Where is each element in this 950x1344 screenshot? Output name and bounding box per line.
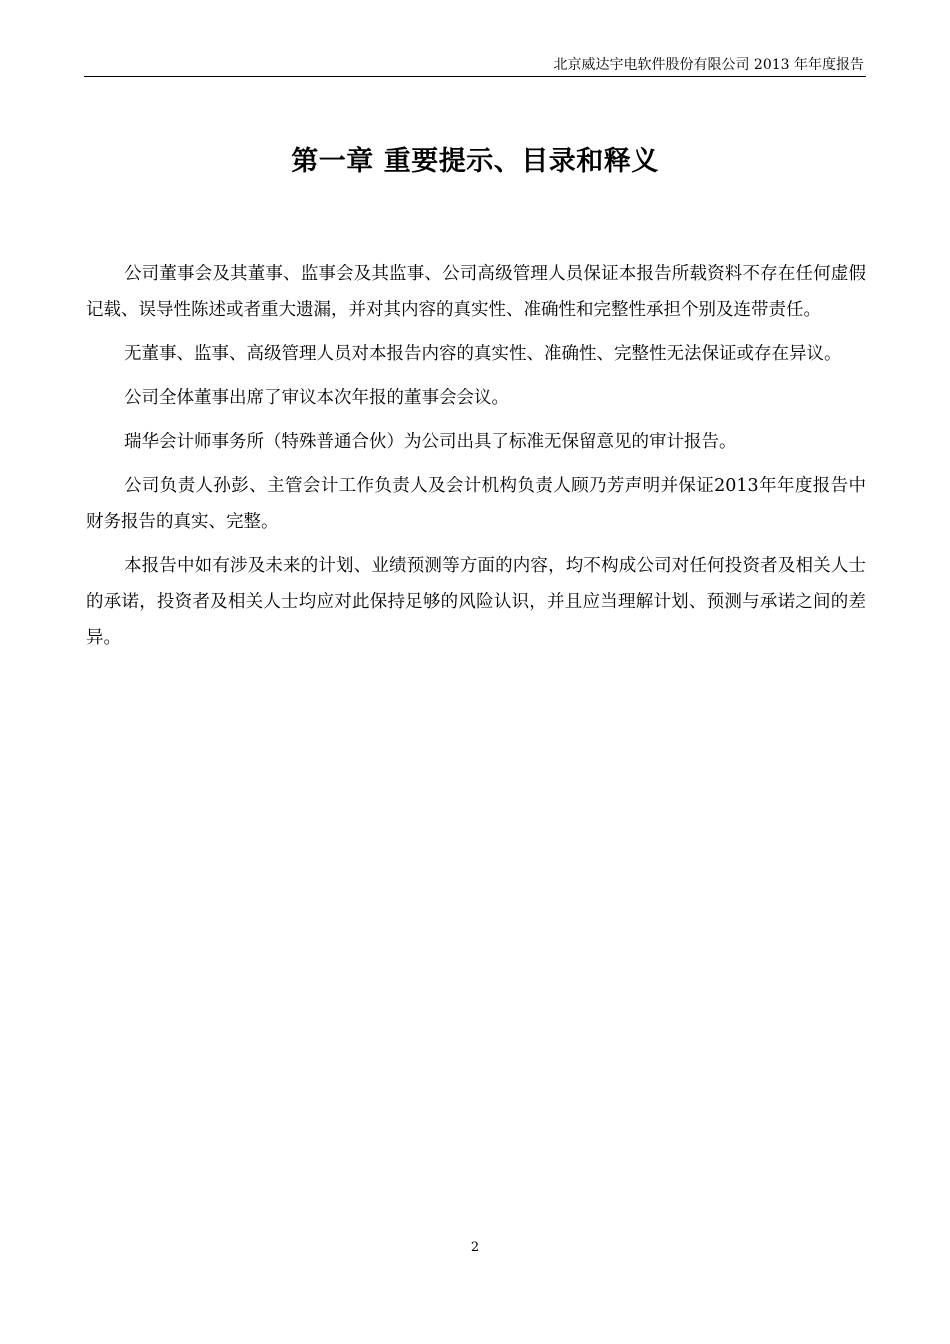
paragraph-audit-opinion: 瑞华会计师事务所（特殊普通合伙）为公司出具了标准无保留意见的审计报告。 [124, 432, 737, 452]
paragraph-board-guarantee: 公司董事会及其董事、监事会及其监事、公司高级管理人员保证本报告所载资料不存在任何虚假记载、误导性陈述或者重大遗漏，并对其内容的真实性、准确性和完整性承担个别及连带责任。 [86, 264, 866, 320]
header-divider [84, 76, 866, 77]
paragraph-no-objection: 无董事、监事、高级管理人员对本报告内容的真实性、准确性、完整性无法保证或存在异议。 [124, 344, 842, 364]
notice-body [86, 256, 866, 664]
chapter-title: 第一章 重要提示、目录和释义 [291, 146, 659, 177]
paragraph-board-attendance: 公司全体董事出席了审议本次年报的董事会会议。 [124, 388, 509, 408]
paragraph-responsible-statement: 公司负责人孙彭、主管会计工作负责人及会计机构负责人顾乃芳声明并保证2013年年度报告中财务报告的真实、完整。 [86, 476, 866, 532]
page-number: 2 [470, 1240, 480, 1255]
running-header: 北京威达宇电软件股份有限公司 2013 年年度报告 [553, 57, 864, 73]
paragraph-forward-looking: 本报告中如有涉及未来的计划、业绩预测等方面的内容，均不构成公司对任何投资者及相关人士的承诺，投资者及相关人士均应对此保持足够的风险认识，并且应当理解计划、预测与承诺之间的差异。 [86, 556, 866, 648]
